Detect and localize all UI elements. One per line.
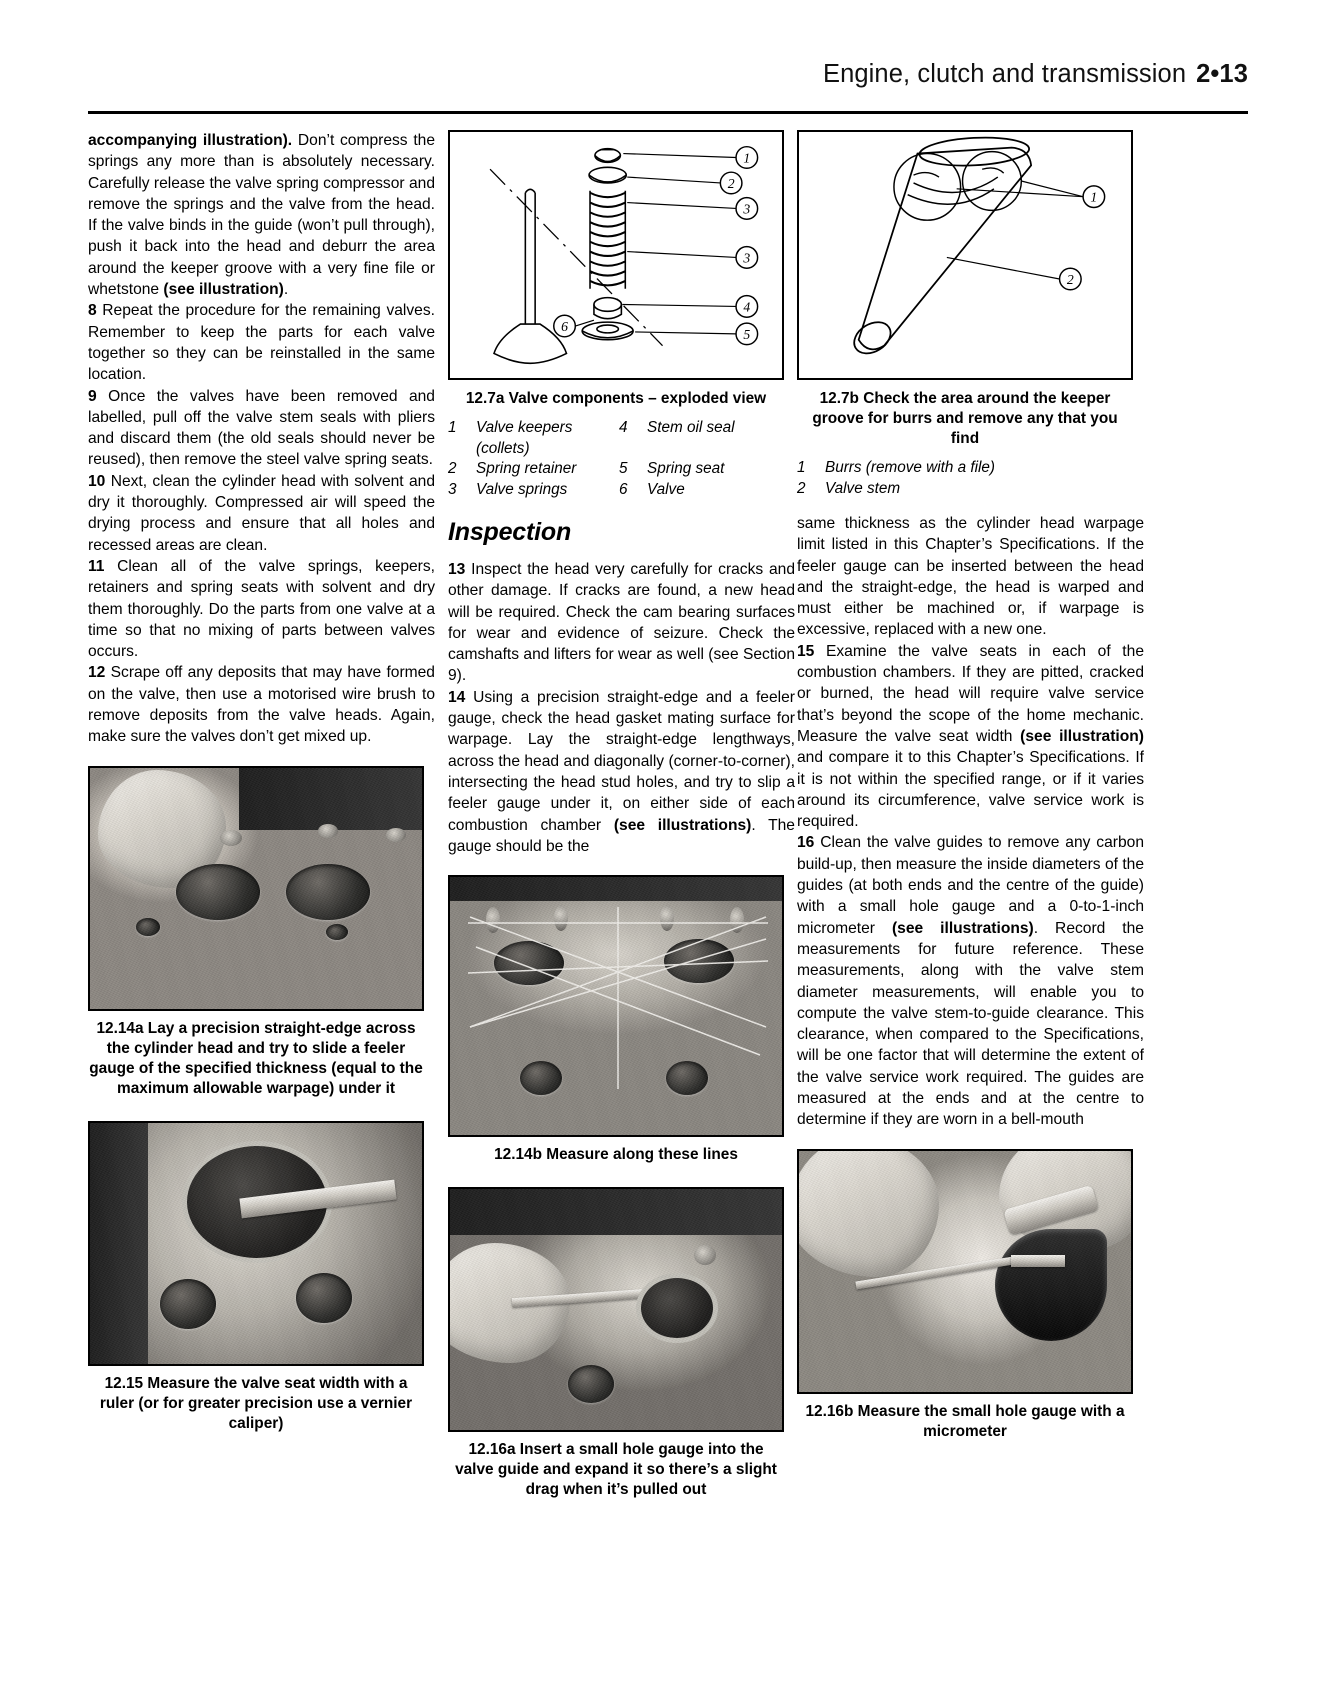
step-number: 14 <box>448 688 466 706</box>
figure-12-7b-box <box>797 130 1133 380</box>
paragraph-tail: . Record the measurements for future reference. These measurements, along with the valve stem diameter measurements, will enable you to compute the valve stem-to-guide clearance. This clearance, when compared to the Specifications, will be one factor that will determine the extent of the valve service work required. The guides are measured at the ends and at the centre to determine if they are worn in a bell-mouth <box>797 919 1144 1129</box>
svg-text:3: 3 <box>743 201 751 217</box>
combustion-chamber <box>176 864 260 920</box>
see-illustration-ref: (see illustration) <box>1020 727 1144 745</box>
paragraph-14-continued <box>797 513 1144 641</box>
legend-text: Spring seat <box>647 460 725 477</box>
legend-number: 1 <box>797 459 806 476</box>
see-illustration-ref: (see illustration) <box>163 281 284 299</box>
paragraph-text: Scrape off any deposits that may have formed on the valve, then use a motorised wire brush to remove deposits from the valve heads. Again, make sure the valves don’t get mixed up. <box>88 664 435 746</box>
photo-caption-12-14a: 12.14a Lay a precision straight-edge across the cylinder head and try to slide a feeler gauge of the specified thickness (equal to the maximum allowable warpage) under it <box>89 1019 423 1097</box>
paragraph-text: Repeat the procedure for the remaining valves. Remember to keep the parts for each valve together so they can be reinstalled in the same location. <box>88 302 435 384</box>
right-column <box>797 130 1144 1442</box>
see-illustrations-ref: (see illustrations) <box>613 816 752 834</box>
svg-text:6: 6 <box>561 318 568 334</box>
svg-text:2: 2 <box>1066 271 1074 287</box>
paragraph-text: Inspect the head very carefully for cracks and other damage. If cracks are found, a new head will be required. Check the cam bearing surfaces for wear and evidence of seizure. Check the camshafts and lifters for wear as well (see Section 9). <box>448 561 795 685</box>
paragraph-text: Clean the valve guides to remove any carbon build-up, then measure the inside diameters of the guides (at both ends and the centre of the guide) with a small hole gauge and a 0-to-1-inch micrometer <box>797 834 1144 937</box>
paragraph-text: Examine the valve seats in each of the combustion chambers. If they are pitted, cracked or burned, the head will require valve service that’s beyond the scope of the home mechanic. Measure the valve seat width <box>797 642 1144 745</box>
legend-number: 4 <box>619 419 628 436</box>
legend-number: 2 <box>448 460 457 477</box>
section-heading-inspection: Inspection <box>448 518 572 546</box>
photo-12-16a <box>448 1187 784 1432</box>
paragraph-text: Clean all of the valve springs, keepers, retainers and spring seats with solvent and dry them thoroughly. Do the parts from one valve at a time so that no mixing of parts between valves occurs. <box>88 557 435 661</box>
page-header <box>88 60 1248 89</box>
photo-caption-12-16b: 12.16b Measure the small hole gauge with a micrometer <box>805 1402 1125 1440</box>
figure-caption-12-7b: 12.7b Check the area around the keeper groove for burrs and remove any that you find <box>812 390 1118 447</box>
photo-12-14a <box>88 766 424 1011</box>
figure-legend-12-7b <box>797 458 1133 499</box>
stud-bolt <box>694 1245 716 1265</box>
step-number: 13 <box>448 561 466 578</box>
micrometer-anvil <box>1011 1255 1065 1267</box>
legend-text: Valve springs <box>476 480 568 498</box>
paragraph-continued <box>88 130 435 300</box>
legend-text: Spring retainer <box>476 460 577 477</box>
legend-text: Valve keepers (collets) <box>476 419 573 457</box>
stud-bolt <box>386 828 406 842</box>
photo-12-14b <box>448 875 784 1137</box>
paragraph-text: Using a precision straight-edge and a feeler gauge, check the head gasket mating surface for warpage. Lay the straight-edge lengthways, across the head and diagonally (corner-to-corner), intersecting the head stud holes, and try to slip a feeler gauge under it, on either side of each combustion chamber <box>448 688 795 834</box>
legend-text: Stem oil seal <box>647 419 735 436</box>
paragraph-tail: . <box>283 281 289 299</box>
legend-number: 1 <box>448 419 457 436</box>
svg-text:2: 2 <box>727 175 735 191</box>
paragraph-10 <box>88 471 435 556</box>
paragraph-9 <box>88 386 435 471</box>
page-number: 2•13 <box>1196 60 1248 88</box>
photo-caption-12-15: 12.15 Measure the valve seat width with a ruler (or for greater precision use a vernier caliper) <box>99 1374 413 1432</box>
step-number: 11 <box>88 557 105 575</box>
valve-exploded-diagram <box>450 132 781 377</box>
paragraph-text: Once the valves have been removed and labelled, pull off the valve stem seals with pliers and discard them (the old seals should never be reused), then remove the steel valve spring seats. <box>88 387 435 469</box>
lead-bold-text: accompanying illustration). <box>88 132 293 149</box>
paragraph-14 <box>448 687 795 857</box>
paragraph-16 <box>797 832 1144 1130</box>
micrometer-frame <box>995 1229 1107 1341</box>
legend-number: 3 <box>448 480 457 498</box>
paragraph-13 <box>448 559 795 687</box>
paragraph-tail: . The gauge should be the <box>448 816 795 855</box>
valve-port <box>160 1279 216 1329</box>
svg-text:1: 1 <box>743 150 751 166</box>
stud-bolt <box>318 824 338 838</box>
step-number: 8 <box>88 302 97 320</box>
step-number: 9 <box>88 387 97 405</box>
valve-port <box>568 1365 614 1403</box>
legend-text: Burrs (remove with a file) <box>825 459 996 476</box>
figure-legend-12-7a <box>448 418 784 500</box>
header-divider <box>88 111 1248 114</box>
photo-12-15 <box>88 1121 424 1366</box>
step-number: 12 <box>88 664 106 682</box>
paragraph-12 <box>88 662 435 747</box>
paragraph-11 <box>88 556 435 662</box>
middle-column <box>448 130 795 1500</box>
paragraph-tail: and compare it to this Chapter’s Specifications. If it is not within the specified range, or if it varies around its circumference, valve service work is required. <box>797 749 1144 831</box>
valve-guide-bore <box>636 1273 718 1343</box>
photo-dark-region <box>239 768 422 830</box>
legend-number: 5 <box>619 460 628 477</box>
measurement-lines-overlay <box>450 877 784 1137</box>
combustion-chamber <box>286 864 370 920</box>
valve-port <box>296 1273 352 1323</box>
header-title: Engine, clutch and transmission <box>822 60 1187 88</box>
hand-region <box>797 1149 939 1277</box>
keeper-groove-diagram <box>799 132 1130 377</box>
figure-12-7a-box <box>448 130 784 380</box>
stud-hole <box>136 918 160 936</box>
legend-number: 2 <box>797 479 806 497</box>
svg-text:1: 1 <box>1090 189 1098 205</box>
paragraph-text: Next, clean the cylinder head with solvent and dry it thoroughly. Compressed air will speed the drying process and ensure that all holes and recessed areas are clean. <box>88 472 435 554</box>
svg-text:4: 4 <box>743 299 751 315</box>
photo-caption-12-16a: 12.16a Insert a small hole gauge into the valve guide and expand it so there’s a slight drag when it’s pulled out <box>455 1441 777 1499</box>
svg-text:5: 5 <box>743 326 751 342</box>
stud-bolt <box>220 830 242 846</box>
step-number: 10 <box>88 472 106 490</box>
legend-text: Valve <box>647 480 685 498</box>
svg-text:3: 3 <box>743 250 751 266</box>
photo-dark-region <box>450 1189 782 1235</box>
paragraph-15 <box>797 641 1144 833</box>
figure-caption-12-7a: 12.7a Valve components – exploded view <box>465 390 767 407</box>
left-column <box>88 130 435 1434</box>
legend-text: Valve stem <box>825 479 901 497</box>
photo-12-16b <box>797 1149 1133 1394</box>
step-number: 15 <box>797 642 815 660</box>
paragraph-text: same thickness as the cylinder head warpage limit listed in this Chapter’s Specifications. If the feeler gauge can be inserted between the head and the straight-edge, the head is warped and must either be machined or, if warpage is excessive, replaced with a new one. <box>797 515 1144 639</box>
photo-caption-12-14b: 12.14b Measure along these lines <box>494 1146 738 1164</box>
paragraph-text: Don’t compress the springs any more than is absolutely necessary. Carefully release the valve spring compressor and remove the springs and the valve from the head. If the valve binds in the guide (won’t pull through), push it back into the head and deburr the area around the keeper groove with a very fine file or whetstone <box>88 132 436 299</box>
step-number: 16 <box>797 834 815 852</box>
see-illustrations-ref: (see illustrations) <box>891 919 1034 937</box>
legend-number: 6 <box>619 480 628 498</box>
photo-dark-region <box>90 1123 148 1364</box>
paragraph-8 <box>88 300 435 385</box>
stud-hole <box>326 924 348 940</box>
